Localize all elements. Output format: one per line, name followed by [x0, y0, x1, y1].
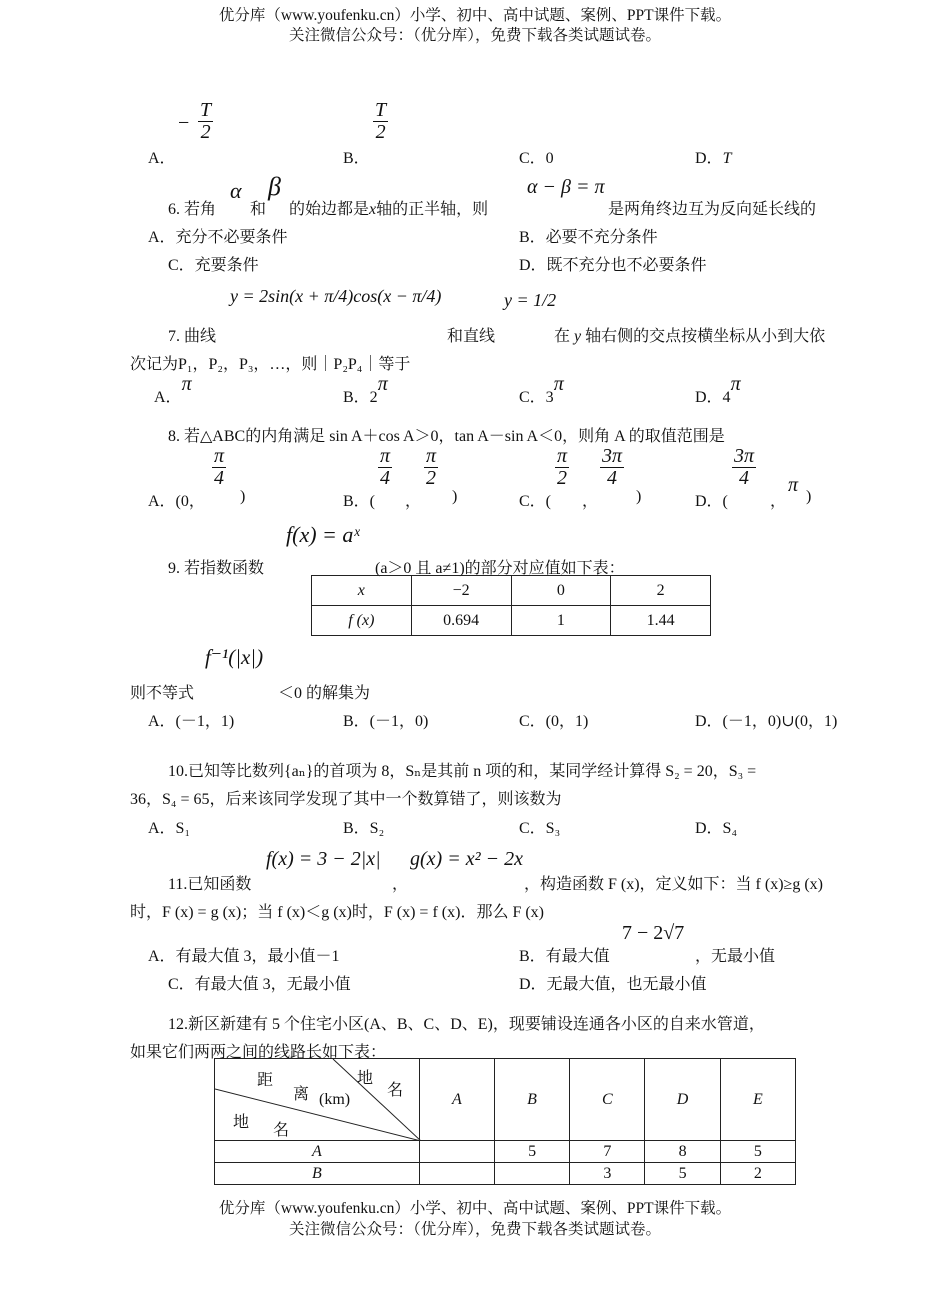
q7-stem-1: 7. 曲线: [168, 328, 217, 345]
q6-option-c: C．充要条件: [168, 257, 259, 274]
q8-c-frac1: $\frac{\pi}{2}$: [557, 445, 568, 489]
q12-stem-1: 12.新区新建有 5 个住宅小区(A、B、C、D、E)，现要铺设连通各小区的自来水管道，: [168, 1016, 765, 1033]
q12-corner-text: 名: [273, 1122, 290, 1139]
q8-d-frac: $\frac{3\pi}{4}$: [734, 445, 755, 489]
q12-corner-text: 距: [257, 1072, 274, 1089]
q12-cell: 5: [720, 1141, 795, 1163]
q9-function: f(x) = aˣ: [286, 522, 360, 547]
table-row: [215, 1141, 796, 1163]
q12-cell: 8: [645, 1141, 720, 1163]
q8-option-a: A．(0，: [148, 493, 205, 510]
q8-c-frac2: $\frac{3\pi}{4}$: [602, 445, 623, 489]
q10-option-c: C．S₃: [519, 820, 561, 837]
q12-cell: 2: [720, 1163, 795, 1185]
q9-stem-4: ＜0 的解集为: [278, 685, 371, 702]
q5-option-a: A． − $\frac{T}{2}$: [148, 99, 212, 167]
q9-option-a: A．(－1，1): [148, 713, 235, 730]
q11-comma: ，: [392, 876, 409, 893]
q7-stem-3: 在 y 轴右侧的交点按横坐标从小到大依: [554, 328, 826, 345]
q11-option-b: B．有最大值: [519, 948, 610, 965]
q10-stem-1: 10.已知等比数列{aₙ}的首项为 8，Sₙ是其前 n 项的和，某同学经计算得 S₂ = 20，S₃ =: [168, 763, 757, 780]
q12-row-header: A: [215, 1141, 420, 1163]
q10-option-a: A．S₁: [148, 820, 191, 837]
q9-table-cell: 0: [511, 576, 611, 606]
q7-option-b: B．2π: [343, 373, 388, 406]
q7-stem-2: 和直线: [447, 328, 496, 345]
q7-option-d: D．4π: [695, 373, 741, 406]
q6-option-d: D．既不充分也不必要条件: [519, 257, 707, 274]
q11-option-a: A．有最大值 3，最小值－1: [148, 948, 340, 965]
q8-option-d: D．(: [695, 493, 728, 510]
q8-option-b: B．(: [343, 493, 376, 510]
q10-stem-2: 36，S₄ = 65，后来该同学发现了其中一个数算错了，则该数为: [130, 791, 562, 808]
q12-col-header: D: [645, 1059, 720, 1141]
q9-stem-3: 则不等式: [130, 685, 195, 702]
page-footer-line1: 优分库（www.youfenku.cn）小学、初中、高中试题、案例、PPT课件下载。: [218, 1200, 732, 1217]
q8-b-frac2: $\frac{\pi}{2}$: [426, 445, 437, 489]
q12-row-header: B: [215, 1163, 420, 1185]
q9-option-c: C．(0，1): [519, 713, 589, 730]
q12-corner-text: 离: [293, 1086, 310, 1103]
q6-stem-3: 是两角终边互为反向延长线的: [608, 201, 817, 218]
q6-and: 和: [250, 201, 267, 218]
q8-c-comma: ，: [582, 493, 599, 510]
q7-option-a: A．π: [154, 373, 192, 406]
q5-option-d: D．T: [695, 150, 732, 167]
q6-stem-2: 的始边都是x轴的正半轴，则: [289, 201, 489, 218]
q12-stem-2: 如果它们两两之间的线路长如下表：: [130, 1044, 387, 1061]
q12-cell: 3: [570, 1163, 645, 1185]
page-header-line2: 关注微信公众号：（优分库），免费下载各类试题试卷。: [288, 27, 661, 44]
q9-table-cell: 2: [611, 576, 711, 606]
q12-corner-unit: (km): [319, 1091, 351, 1108]
q6-alpha: α: [230, 178, 242, 203]
q6-option-b: B．必要不充分条件: [519, 229, 658, 246]
q12-distance-table: [214, 1058, 796, 1185]
q11-option-b-value: 7 − 2√7: [622, 922, 685, 944]
q11-option-d: D．无最大值，也无最小值: [519, 976, 707, 993]
q8-c-close: ): [636, 488, 642, 505]
q6-condition: α − β = π: [527, 176, 605, 198]
q9-option-d: D．(－1，0)∪(0，1): [695, 713, 838, 730]
q8-stem: 8. 若△ABC的内角满足 sin A＋cos A＞0，tan A－sin A＜0，则角 A 的取值范围是: [168, 428, 725, 445]
q12-cell: 5: [645, 1163, 720, 1185]
q12-corner-text: 地: [357, 1070, 374, 1087]
q8-d-pi: π: [788, 474, 799, 496]
q12-corner-text: 地: [233, 1114, 250, 1131]
page-footer-line2: 关注微信公众号：（优分库），免费下载各类试题试卷。: [288, 1221, 661, 1238]
q9-option-b: B．(－1，0): [343, 713, 429, 730]
q11-g: g(x) = x² − 2x: [410, 848, 523, 870]
q9-table-cell: −2: [411, 576, 511, 606]
q5-option-c: C．0: [519, 150, 554, 167]
q7-option-c: C．3π: [519, 373, 564, 406]
q7-stem-4: 次记为P₁，P₂，P₃，…，则｜P₂P₄｜等于: [130, 356, 411, 373]
q9-value-table: [311, 575, 711, 636]
q9-table-cell: 1: [511, 606, 611, 636]
q12-corner-text: 名: [387, 1082, 404, 1099]
q11-option-b-end: ，无最小值: [695, 948, 776, 965]
q6-beta: β: [268, 172, 281, 201]
q7-curve-formula: y = 2sin(x + π/4)cos(x − π/4): [230, 286, 442, 306]
q9-table-cell: 1.44: [611, 606, 711, 636]
q8-b-close: ): [452, 488, 458, 505]
q10-option-b: B．S₂: [343, 820, 385, 837]
q12-col-header: C: [570, 1059, 645, 1141]
q6-stem: 6. 若角: [168, 201, 217, 218]
q9-table-cell: 0.694: [411, 606, 511, 636]
q9-table-cell: x: [312, 576, 412, 606]
table-row: [215, 1163, 796, 1185]
q8-option-c: C．(: [519, 493, 552, 510]
q8-d-comma: ，: [770, 493, 787, 510]
q8-b-comma: ，: [405, 493, 422, 510]
q5-option-b: B． $\frac{T}{2}$: [343, 99, 387, 167]
page-header-line1: 优分库（www.youfenku.cn）小学、初中、高中试题、案例、PPT课件下载。: [218, 7, 732, 24]
q8-a-close: ): [240, 488, 246, 505]
q9-inverse: f⁻¹(|x|): [205, 645, 264, 669]
q12-corner-cell: [215, 1059, 420, 1141]
q11-f: f(x) = 3 − 2|x|: [266, 848, 381, 870]
q12-cell: 7: [570, 1141, 645, 1163]
q12-cell: [419, 1163, 494, 1185]
q12-col-header: B: [494, 1059, 569, 1141]
q12-cell: [419, 1141, 494, 1163]
q12-col-header: E: [720, 1059, 795, 1141]
q8-a-frac: $\frac{\pi}{4}$: [214, 445, 225, 489]
q11-option-c: C．有最大值 3，无最小值: [168, 976, 351, 993]
q11-stem-1: 11.已知函数: [168, 876, 252, 893]
q7-line-formula: y = 1/2: [504, 290, 557, 310]
q12-col-header: A: [419, 1059, 494, 1141]
q9-stem-1: 9. 若指数函数: [168, 560, 265, 577]
q8-d-close: ): [806, 488, 812, 505]
q9-table-cell: f (x): [312, 606, 412, 636]
q10-option-d: D．S₄: [695, 820, 738, 837]
q11-stem-2: ，构造函数 F (x)，定义如下：当 f (x)≥g (x): [524, 876, 823, 893]
q9-stem-2: (a＞0 且 a≠1)的部分对应值如下表：: [375, 560, 625, 577]
q12-cell: 5: [494, 1141, 569, 1163]
q8-b-frac1: $\frac{\pi}{4}$: [380, 445, 391, 489]
q6-option-a: A．充分不必要条件: [148, 229, 288, 246]
q12-cell: [494, 1163, 569, 1185]
q11-stem-3: 时，F (x) = g (x)；当 f (x)＜g (x)时，F (x) = f (x)．那么 F (x): [130, 904, 544, 921]
